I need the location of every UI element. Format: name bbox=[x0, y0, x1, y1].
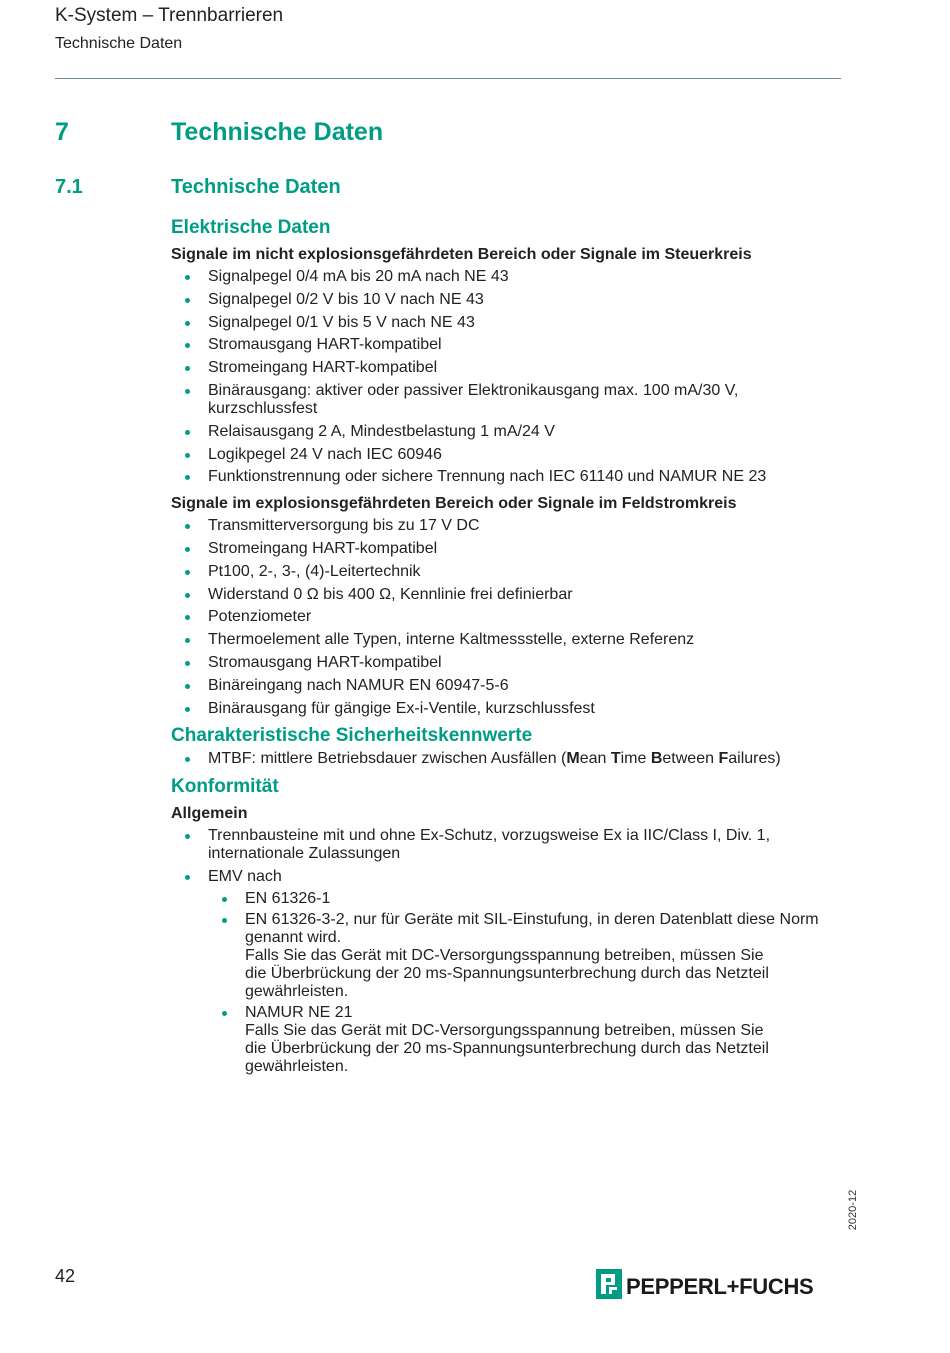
safety-list bbox=[171, 750, 851, 768]
bullet-icon bbox=[185, 875, 190, 880]
bullet-icon bbox=[222, 1011, 227, 1016]
chapter-number: 7 bbox=[55, 118, 69, 146]
bullet-icon bbox=[185, 638, 190, 643]
page-number: 42 bbox=[55, 1266, 76, 1286]
list-item: Binärausgang für gängige Ex-i-Ventile, kurzschlussfest bbox=[171, 700, 851, 718]
bullet-icon bbox=[185, 615, 190, 620]
conformity-heading: Konformität bbox=[171, 776, 279, 798]
sub-list-item: EN 61326-1 bbox=[208, 890, 851, 908]
hazardous-list bbox=[171, 517, 851, 717]
header-subtitle: Technische Daten bbox=[55, 35, 183, 52]
bullet-icon bbox=[185, 453, 190, 458]
list-item: Thermoelement alle Typen, interne Kaltmessstelle, externe Referenz bbox=[171, 631, 851, 649]
list-item: Transmitterversorgung bis zu 17 V DC bbox=[171, 517, 851, 535]
list-item: Signalpegel 0/1 V bis 5 V nach NE 43 bbox=[171, 314, 851, 332]
section-number: 7.1 bbox=[55, 176, 83, 198]
general-heading: Allgemein bbox=[171, 805, 248, 823]
list-item: MTBF: mittlere Betriebsdauer zwischen Ausfällen (Mean Time Between Failures) bbox=[171, 750, 851, 768]
revision-date: 2020-12 bbox=[847, 1189, 859, 1231]
bullet-icon bbox=[185, 684, 190, 689]
bullet-icon bbox=[185, 343, 190, 348]
list-item: Widerstand 0 Ω bis 400 Ω, Kennlinie frei definierbar bbox=[171, 586, 851, 604]
section-title: Technische Daten bbox=[171, 176, 341, 198]
bullet-icon bbox=[185, 661, 190, 666]
bullet-icon bbox=[185, 475, 190, 480]
bullet-icon bbox=[185, 366, 190, 371]
bullet-icon bbox=[222, 918, 227, 923]
chapter-title: Technische Daten bbox=[171, 118, 384, 146]
list-item: Pt100, 2-, 3-, (4)-Leitertechnik bbox=[171, 563, 851, 581]
list-item: Binäreingang nach NAMUR EN 60947-5-6 bbox=[171, 677, 851, 695]
bullet-icon bbox=[185, 321, 190, 326]
bullet-icon bbox=[185, 593, 190, 598]
bullet-icon bbox=[185, 275, 190, 280]
list-item: Trennbausteine mit und ohne Ex-Schutz, vorzugsweise Ex ia IIC/Class I, Div. 1, internationale Zulassungen bbox=[171, 827, 851, 863]
electrical-heading: Elektrische Daten bbox=[171, 217, 331, 238]
bullet-icon bbox=[185, 298, 190, 303]
pepperl-fuchs-logo-icon bbox=[596, 1269, 622, 1299]
list-item: Signalpegel 0/4 mA bis 20 mA nach NE 43 bbox=[171, 268, 851, 286]
logo-text: PEPPERL+FUCHS bbox=[626, 1274, 814, 1299]
list-item: Signalpegel 0/2 V bis 10 V nach NE 43 bbox=[171, 291, 851, 309]
list-item: Stromausgang HART-kompatibel bbox=[171, 336, 851, 354]
nonhazardous-list bbox=[171, 268, 851, 486]
conformity-list bbox=[171, 827, 851, 1076]
hazardous-heading: Signale im explosionsgefährdeten Bereich oder Signale im Feldstromkreis bbox=[171, 495, 737, 513]
bullet-icon bbox=[222, 897, 227, 902]
bullet-icon bbox=[185, 524, 190, 529]
emv-sublist bbox=[208, 890, 851, 1076]
list-item: Relaisausgang 2 A, Mindestbelastung 1 mA/24 V bbox=[171, 423, 851, 441]
sub-list-item: NAMUR NE 21 Falls Sie das Gerät mit DC-Versorgungsspannung betreiben, müssen Sie die Überbrückung der 20 ms-Spannungsunterbrechung durch das Netzteil gewährleisten. bbox=[208, 1004, 851, 1076]
bullet-icon bbox=[185, 389, 190, 394]
list-item: Logikpegel 24 V nach IEC 60946 bbox=[171, 446, 851, 464]
nonhazardous-heading: Signale im nicht explosionsgefährdeten Bereich oder Signale im Steuerkreis bbox=[171, 246, 752, 263]
list-item: Binärausgang: aktiver oder passiver Elektronikausgang max. 100 mA/30 V, kurzschlussfest bbox=[171, 382, 851, 418]
bullet-icon bbox=[185, 570, 190, 575]
header-title: K-System – Trennbarrieren bbox=[55, 5, 284, 26]
list-item: Stromausgang HART-kompatibel bbox=[171, 654, 851, 672]
safety-heading: Charakteristische Sicherheitskennwerte bbox=[171, 725, 533, 747]
list-item: EMV nach EN 61326-1 EN 61326-3-2, nur für Geräte mit SIL-Einstufung, in deren Datenblatt diese Norm genannt wird. Falls Sie das Gerät mit DC-Versorgungsspannung betreiben, müssen Sie die Überbrückung der 20 ms-Spannungsunterbrechung durch das Netzteil gewährleisten. NAMUR NE 21 Falls Sie das Gerät mit DC-Versorgungsspannung betreiben, müssen Sie die Überbrückung der 20 ms-Spannungsunterbrechung durch das Netzteil gewährleisten. bbox=[171, 868, 851, 1076]
sub-list-item: EN 61326-3-2, nur für Geräte mit SIL-Einstufung, in deren Datenblatt diese Norm genannt wird. Falls Sie das Gerät mit DC-Versorgungsspannung betreiben, müssen Sie die Überbrückung der 20 ms-Spannungsunterbrechung durch das Netzteil gewährleisten. bbox=[208, 911, 851, 1001]
main-content bbox=[171, 214, 851, 1081]
list-item: Potenziometer bbox=[171, 608, 851, 626]
bullet-icon bbox=[185, 430, 190, 435]
header-divider bbox=[55, 78, 841, 79]
bullet-icon bbox=[185, 834, 190, 839]
list-item: Funktionstrennung oder sichere Trennung nach IEC 61140 und NAMUR NE 23 bbox=[171, 468, 851, 486]
bullet-icon bbox=[185, 757, 190, 762]
list-item: Stromeingang HART-kompatibel bbox=[171, 540, 851, 558]
bullet-icon bbox=[185, 547, 190, 552]
list-item: Stromeingang HART-kompatibel bbox=[171, 359, 851, 377]
bullet-icon bbox=[185, 707, 190, 712]
